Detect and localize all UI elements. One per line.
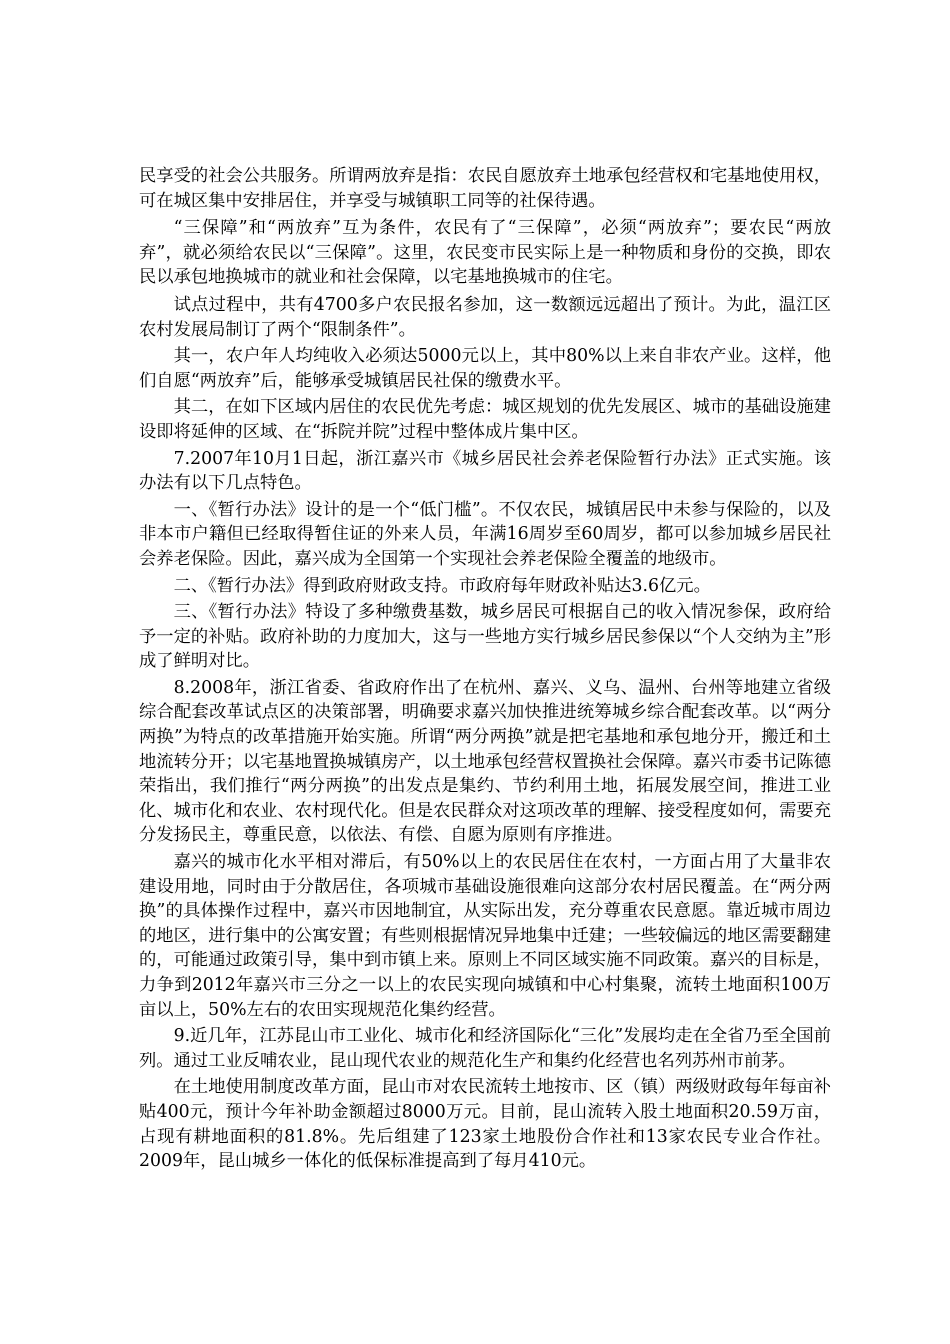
document-page [139, 164, 831, 1176]
paragraph-2: “三保障”和“两放弃”互为条件，农民有了“三保障”，必须“两放弃”；要农民“两放弃”，就必须给农民以“三保障”。这里，农民变市民实际上是一种物质和身份的交换，即农民以承包地换城市的就业和社会保障，以宅基地换城市的住宅。 [139, 218, 831, 288]
paragraph-4: 其一，农户年人均纯收入必须达5000元以上，其中80%以上来自非农产业。这样，他们自愿“两放弃”后，能够承受城镇居民社保的缴费水平。 [139, 346, 831, 391]
paragraph-13: 在土地使用制度改革方面，昆山市对农民流转土地按市、区（镇）两级财政每年每亩补贴400元，预计今年补助金额超过8000万元。目前，昆山流转入股土地面积20.59万亩，占现有耕地面积的81.8%。先后组建了123家土地股份合作社和13家农民专业合作社。2009年，昆山城乡一体化的低保标准提高到了每月410元。 [139, 1077, 831, 1172]
paragraph-8: 二、《暂行办法》得到政府财政支持。市政府每年财政补贴达3.6亿元。 [173, 575, 711, 596]
paragraph-5: 其二，在如下区域内居住的农民优先考虑：城区规划的优先发展区、城市的基础设施建设即将延伸的区域、在“拆院并院”过程中整体成片集中区。 [139, 397, 831, 442]
paragraph-9: 三、《暂行办法》特设了多种缴费基数，城乡居民可根据自己的收入情况参保，政府给予一定的补贴。政府补助的力度加大，这与一些地方实行城乡居民参保以“个人交纳为主”形成了鲜明对比。 [139, 602, 831, 672]
paragraph-12: 9.近几年，江苏昆山市工业化、城市化和经济国际化“三化”发展均走在全省乃至全国前列。通过工业反哺农业，昆山现代农业的规范化生产和集约化经营也名列苏州市前茅。 [139, 1026, 831, 1071]
paragraph-11: 嘉兴的城市化水平相对滞后，有50%以上的农民居住在农村，一方面占用了大量非农建设用地，同时由于分散居住，各项城市基础设施很难向这部分农村居民覆盖。在“两分两换”的具体操作过程中，嘉兴市因地制宜，从实际出发，充分尊重农民意愿。靠近城市周边的地区，进行集中的公寓安置；有些则根据情况异地集中迁建；一些较偏远的地区需要翻建的，可能通过政策引导，集中到市镇上来。原则上不同区域实施不同政策。嘉兴的目标是，力争到2012年嘉兴市三分之一以上的农民实现向城镇和中心村集聚，流转土地面积100万亩以上，50%左右的农田实现规范化集约经营。 [139, 852, 831, 1020]
paragraph-3: 试点过程中，共有4700多户农民报名参加，这一数额远远超出了预计。为此，温江区农村发展局制订了两个“限制条件”。 [139, 294, 831, 340]
paragraph-10: 8.2008年，浙江省委、省政府作出了在杭州、嘉兴、义乌、温州、台州等地建立省级综合配套改革试点区的决策部署，明确要求嘉兴加快推进统筹城乡综合配套改革。以“两分两换”为特点的改革措施开始实施。所谓“两分两换”就是把宅基地和承包地分开，搬迁和土地流转分开；以宅基地置换城镇房产，以土地承包经营权置换社会保障。嘉兴市委书记陈德荣指出，我们推行“两分两换”的出发点是集约、节约利用土地，拓展发展空间，推进工业化、城市化和农业、农村现代化。但是农民群众对这项改革的理解、接受程度如何，需要充分发扬民主，尊重民意，以依法、有偿、自愿为原则有序推进。 [139, 677, 831, 846]
paragraph-1: 民享受的社会公共服务。所谓两放弃是指：农民自愿放弃土地承包经营权和宅基地使用权，可在城区集中安排居住，并享受与城镇职工同等的社保待遇。 [139, 166, 831, 211]
paragraph-7: 一、《暂行办法》设计的是一个“低门槛”。不仅农民，城镇居民中未参与保险的，以及非本市户籍但已经取得暂住证的外来人员，年满16周岁至60周岁，都可以参加城乡居民社会养老保险。因此，嘉兴成为全国第一个实现社会养老保险全覆盖的地级市。 [139, 499, 831, 569]
paragraph-6: 7.2007年10月1日起，浙江嘉兴市《城乡居民社会养老保险暂行办法》正式实施。该办法有以下几点特色。 [139, 448, 831, 494]
